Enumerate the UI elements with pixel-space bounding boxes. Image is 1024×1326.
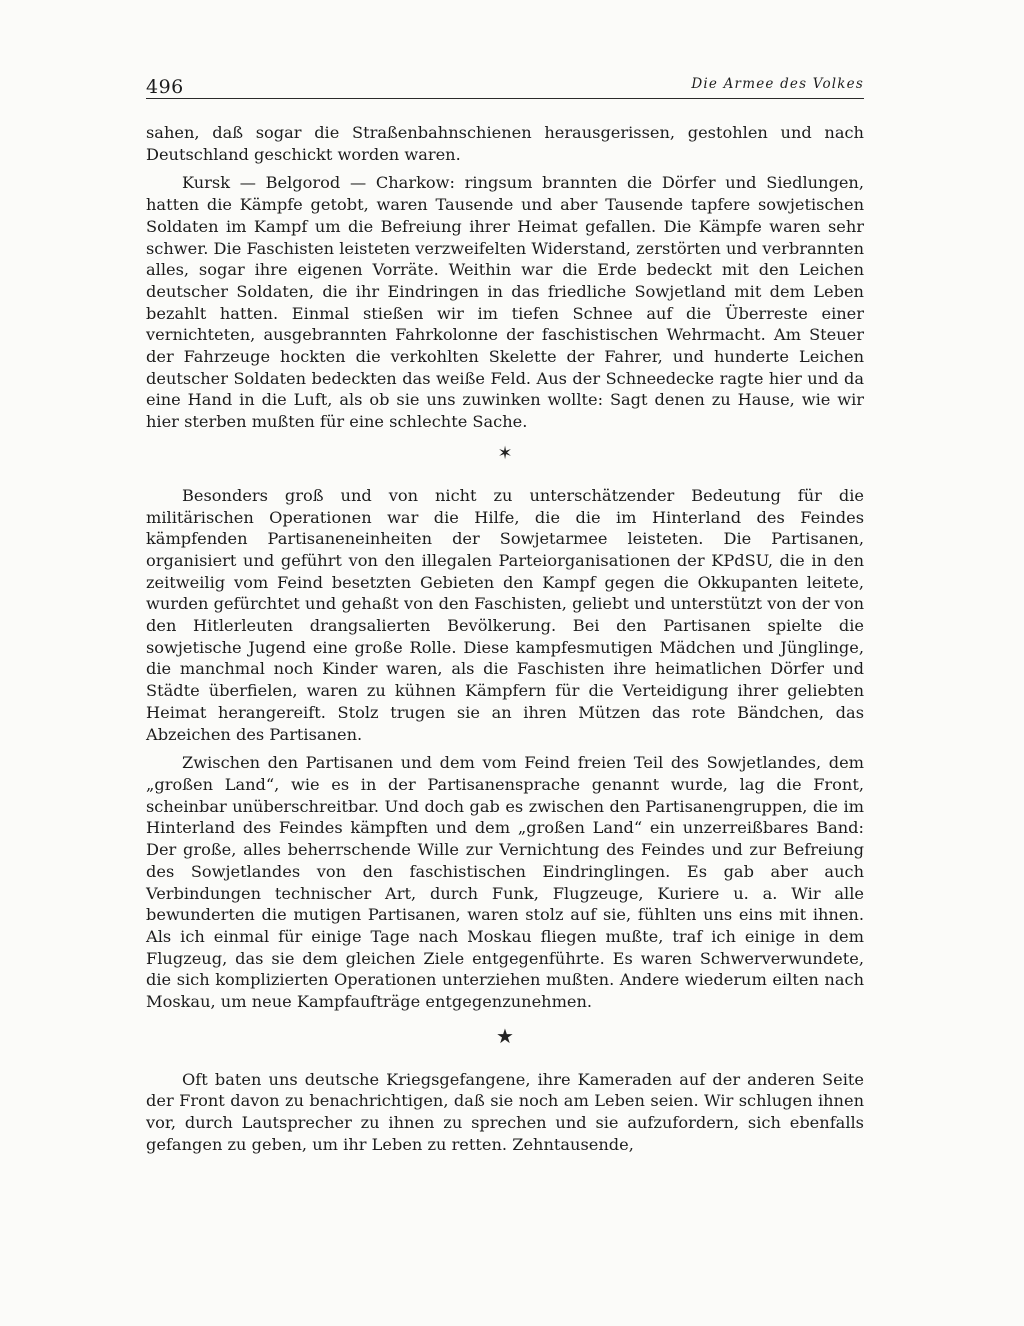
- paragraph-5: Oft baten uns deutsche Kriegsgefangene, ihre Kameraden auf der anderen Seite der Front davon zu benachrichtigen, daß sie noch am Leben seien. Wir schlugen ihnen vor, durch Lautsprecher zu ihnen zu sprechen und sie aufzufordern, sich ebenfalls gefangen zu geben, um ihr Leben zu retten. Zehntausende,: [146, 1069, 864, 1154]
- paragraph-4: Zwischen den Partisanen und dem vom Feind freien Teil des Sowjetlandes, dem „großen Land“, wie es in der Partisanensprache genannt wurde, lag die Front, scheinbar unüberschreitbar. Und doch gab es zwischen den Partisanengruppen, die im Hinterland des Feindes kämpften und dem „großen Land“ ein unzerreißbares Band: Der große, alles beherrschende Wille zur Vernichtung des Feindes und zur Befreiung des Sowjetlandes von den faschistischen Eindringlingen. Es gab aber auch Verbindungen technischer Art, durch Funk, Flugzeuge, Kuriere u. a. Wir alle bewunderten die mutigen Partisanen, waren stolz auf sie, fühlten uns eins mit ihnen. Als ich einmal für einige Tage nach Moskau fliegen mußte, traf ich einige in dem Flugzeug, das sie dem gleichen Ziele entgegenführte. Es waren Schwerverwundete, die sich komplizierten Operationen unterziehen mußten. Andere wiederum eilten nach Moskau, um neue Kampfaufträge entgegenzunehmen.: [146, 753, 864, 1012]
- page-header: [146, 72, 864, 99]
- body-text: [146, 122, 864, 1156]
- section-divider-asterisk: ✶: [497, 442, 513, 464]
- paragraph-3: Besonders groß und von nicht zu unterschätzender Bedeutung für die militärischen Operationen war die Hilfe, die die im Hinterland des Feindes kämpfenden Partisaneneinheiten der Sowjetarmee leisteten. Die Partisanen, organisiert und geführt von den illegalen Parteiorganisationen der KPdSU, die in den zeitweilig vom Feind besetzten Gebieten den Kampf gegen die Okkupanten leitete, wurden gefürchtet und gehaßt von den Faschisten, geliebt und unterstützt von der von den Hitlerleuten drangsalierten Bevölkerung. Bei den Partisanen spielte die sowjetische Jugend eine große Rolle. Diese kampfesmutigen Mädchen und Jünglinge, die manchmal noch Kinder waren, als die Faschisten ihre heimatlichen Dörfer und Städte überfielen, waren zu kühnen Kämpfern für die Verteidigung ihrer geliebten Heimat herangereift. Stolz trugen sie an ihren Mützen das rote Bändchen, das Abzeichen des Partisanen.: [146, 485, 864, 744]
- paragraph-1: sahen, daß sogar die Straßenbahnschienen herausgerissen, gestohlen und nach Deutschland geschickt worden waren.: [146, 123, 864, 164]
- running-title: Die Armee des Volkes: [691, 76, 864, 92]
- section-divider-star: ★: [496, 1023, 514, 1048]
- paragraph-2: Kursk — Belgorod — Charkow: ringsum brannten die Dörfer und Siedlungen, hatten die Kämpfe getobt, waren Tausende und aber Tausende tapfere sowjetischen Soldaten im Kampf um die Befreiung ihrer Heimat gefallen. Die Kämpfe waren sehr schwer. Die Faschisten leisteten verzweifelten Widerstand, zerstörten und verbrannten alles, sogar ihre eigenen Vorräte. Weithin war die Erde bedeckt mit den Leichen deutscher Soldaten, die ihr Eindringen in das friedliche Sowjetland mit dem Leben bezahlt hatten. Einmal stießen wir im tiefen Schnee auf die Überreste einer vernichteten, ausgebrannten Fahrkolonne der faschistischen Wehrmacht. Am Steuer der Fahrzeuge hockten die verkohlten Skelette der Fahrer, und hunderte Leichen deutscher Soldaten bedeckten das weiße Feld. Aus der Schneedecke ragte hier und da eine Hand in die Luft, als ob sie uns zuwinken wollte: Sagt denen zu Hause, wie wir hier sterben mußten für eine schlechte Sache.: [146, 173, 864, 432]
- page-number: 496: [146, 76, 184, 98]
